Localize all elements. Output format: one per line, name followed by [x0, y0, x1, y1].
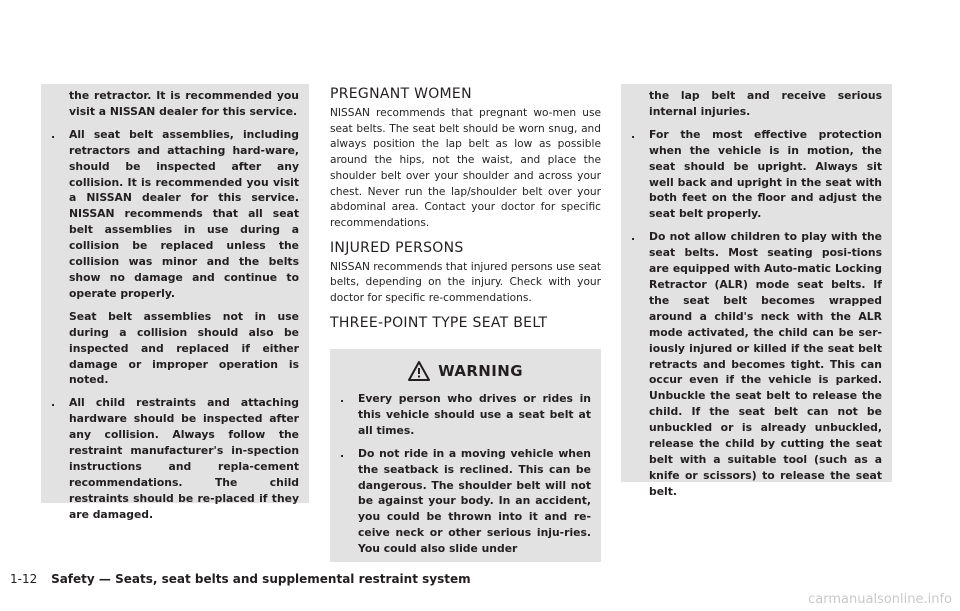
- warning-box-col3: [621, 84, 892, 498]
- warning-bullet-list: [340, 391, 591, 557]
- list-item: . All child restraints and attaching hardware should be inspected after any collision. Always follow the restraint manufacturer's in-spection instructions and repla-cement recommendations. The child restraints should be re-placed if they are damaged.: [51, 396, 299, 521]
- col1-lead: the retractor. It is recommended you visit a NISSAN dealer for this service.: [69, 89, 299, 118]
- list-item: . Every person who drives or rides in this vehicle should use a seat belt at all times.: [340, 392, 591, 437]
- warning-label: WARNING: [438, 362, 523, 380]
- watermark: carmanualsonline.info: [808, 592, 952, 607]
- page-number: 1-12: [10, 572, 38, 586]
- injured-text: NISSAN recommends that injured persons use seat belts, depending on the injury. Check with your doctor for specific re-commendations.: [330, 260, 601, 305]
- page-footer: [10, 572, 471, 586]
- warning-box-col1: [41, 84, 309, 521]
- section-title-three-point: THREE-POINT TYPE SEAT BELT: [330, 314, 548, 331]
- list-item: . Do not ride in a moving vehicle when the seatback is reclined. This can be dangerous. The shoulder belt will not be against your body. In an accident, you could be thrown into it and re-ceive neck or other serious inju-ries. You could also slide under: [340, 446, 591, 556]
- col3-lead: the lap belt and receive serious internal injuries.: [649, 89, 882, 118]
- col2: [330, 86, 601, 339]
- col1-sub-para: Seat belt assemblies not in use during a collision should also be inspected and replaced if either damage or improper operation is noted.: [69, 309, 299, 387]
- col3-bullet-list: [631, 127, 882, 500]
- pregnant-text: NISSAN recommends that pregnant wo-men use seat belts. The seat belt should be worn snug, and always position the lap belt as low as possible around the hips, not the waist, and place the shoulder belt over your shoulder and across your chest. Never run the lap/shoulder belt over your abdominal area. Contact your doctor for specific recommendations.: [330, 107, 601, 229]
- list-item: . For the most effective protection when the vehicle is in motion, the seat should be upright. Always sit well back and upright in the seat with both feet on the floor and adjust the seat belt properly.: [631, 127, 882, 221]
- col1-bullet-list: [51, 127, 299, 302]
- section-title-injured: INJURED PERSONS: [330, 239, 464, 256]
- list-item: . Do not allow children to play with the seat belts. Most seating posi-tions are equipped with Auto-matic Locking Retractor (ALR) mode seat belts. If the seat belt becomes wrapped around a child's neck with the ALR mode activated, the child can be ser-iously injured or killed if the seat belt retracts and becomes tight. This can occur even if the vehicle is parked. Unbuckle the seat belt to release the child. If the seat belt can not be unbuckled or is already unbuckled, release the child by cutting the seat belt with a suitable tool (such as a knife or scissors) to release the seat belt.: [631, 230, 882, 498]
- warning-box-col2: [330, 349, 601, 562]
- warning-header: [340, 361, 591, 381]
- section-title-pregnant: PREGNANT WOMEN: [330, 86, 472, 102]
- list-item: . All seat belt assemblies, including retractors and attaching hard-ware, should be inspected after any collision. It is recommended you visit a NISSAN dealer for this service. NISSAN recommends that all seat belt assemblies in use during a collision be replaced unless the collision was minor and the belts show no damage and continue to operate properly.: [51, 127, 299, 300]
- warning-icon: [408, 361, 430, 381]
- footer-section-title: Safety — Seats, seat belts and supplemental restraint system: [51, 572, 471, 586]
